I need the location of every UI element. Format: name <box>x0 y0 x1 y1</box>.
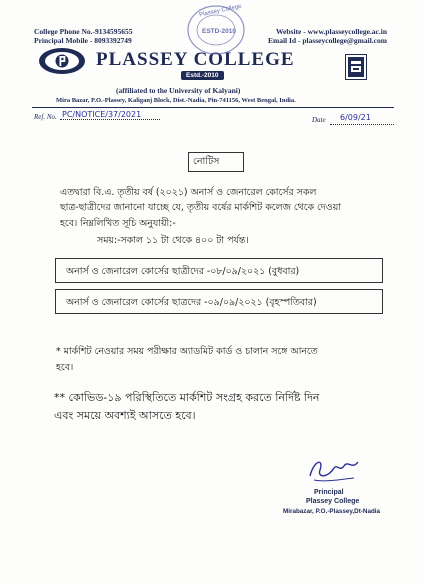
notice-time: সময়:-সকাল ১১ টা থেকে ৪০০ টা পর্যন্ত। <box>97 235 249 246</box>
stamp-top-text: Plassey College <box>198 3 243 19</box>
college-email: Email Id - plasseycollege@gmail.com <box>267 36 387 45</box>
signature-title: Principal <box>314 489 344 496</box>
signature-icon <box>304 452 364 486</box>
date-line <box>330 124 394 125</box>
college-name: PLASSEY COLLEGE <box>96 49 295 70</box>
notice-line-1: এতদ্বারা বি.এ. তৃতীয় বর্ষ (২০২১) অনার্স ও জেনারেল কোর্সের সকল <box>60 187 317 198</box>
notice-title: নোটিস <box>193 156 220 167</box>
ref-line <box>60 119 160 120</box>
schedule-text-1: অনার্স ও জেনারেল কোর্সের ছাত্রীদের -০৮/০৯/২০২১ (বুধবার) <box>66 266 300 277</box>
note-1-line-1: * মার্কশিট নেওয়ার সময় পরীক্ষার অ্যাডমিট কার্ড ও চালান সঙ্গে আনতে <box>56 346 318 357</box>
affiliation: (affiliated to the University of Kalyani) <box>116 86 241 95</box>
principal-mobile: Principal Mobile - 8093392749 <box>34 36 132 45</box>
college-website: Website - www.plasseycollege.ac.in <box>275 27 387 36</box>
college-address: Mira Bazar, P.O.-Plassey, Kaliganj Block, Dist.-Nadia, Pin-741156, West Bengal, India. <box>56 97 296 104</box>
ref-label: Ref. No. <box>34 113 57 121</box>
emblem-icon <box>345 54 367 80</box>
college-logo-icon <box>37 46 87 76</box>
date-label: Date <box>312 116 326 124</box>
estd-badge: Estd.-2010 <box>181 71 224 80</box>
notice-line-3: হবে। নিম্নলিখিত সূচি অনুযায়ী:- <box>60 218 176 229</box>
college-phone: College Phone No.-9134595655 <box>34 27 133 36</box>
note-1-line-2: হবে। <box>56 362 74 373</box>
stamp-center-text: ESTD-2010 <box>202 28 236 35</box>
ref-number: PC/NOTICE/37/2021 <box>62 110 142 119</box>
note-2-line-1: ** কোভিড-১৯ পরিস্থিতিতে মার্কশিট সংগ্রহ করতে নির্দিষ্ট দিন <box>54 391 320 404</box>
header-rule <box>32 107 394 108</box>
schedule-text-2: অনার্স ও জেনারেল কোর্সের ছাত্রদের -০৯/০৯/২০২১ (বৃহস্পতিবার) <box>66 297 317 308</box>
date-value: 6/09/21 <box>340 113 371 122</box>
note-2-line-2: এবং সময়ে অবশ্যই আসতে হবে। <box>54 409 196 422</box>
notice-line-2: ছাত্র-ছাত্রীদের জানানো যাচ্ছে যে, তৃতীয় বর্ষের মার্কশিট কলেজ থেকে দেওয়া <box>60 202 341 213</box>
signature-college: Plassey College <box>306 498 360 505</box>
signature-address: Mirabazar, P.O.-Plassey,Dt-Nadia <box>283 508 381 515</box>
